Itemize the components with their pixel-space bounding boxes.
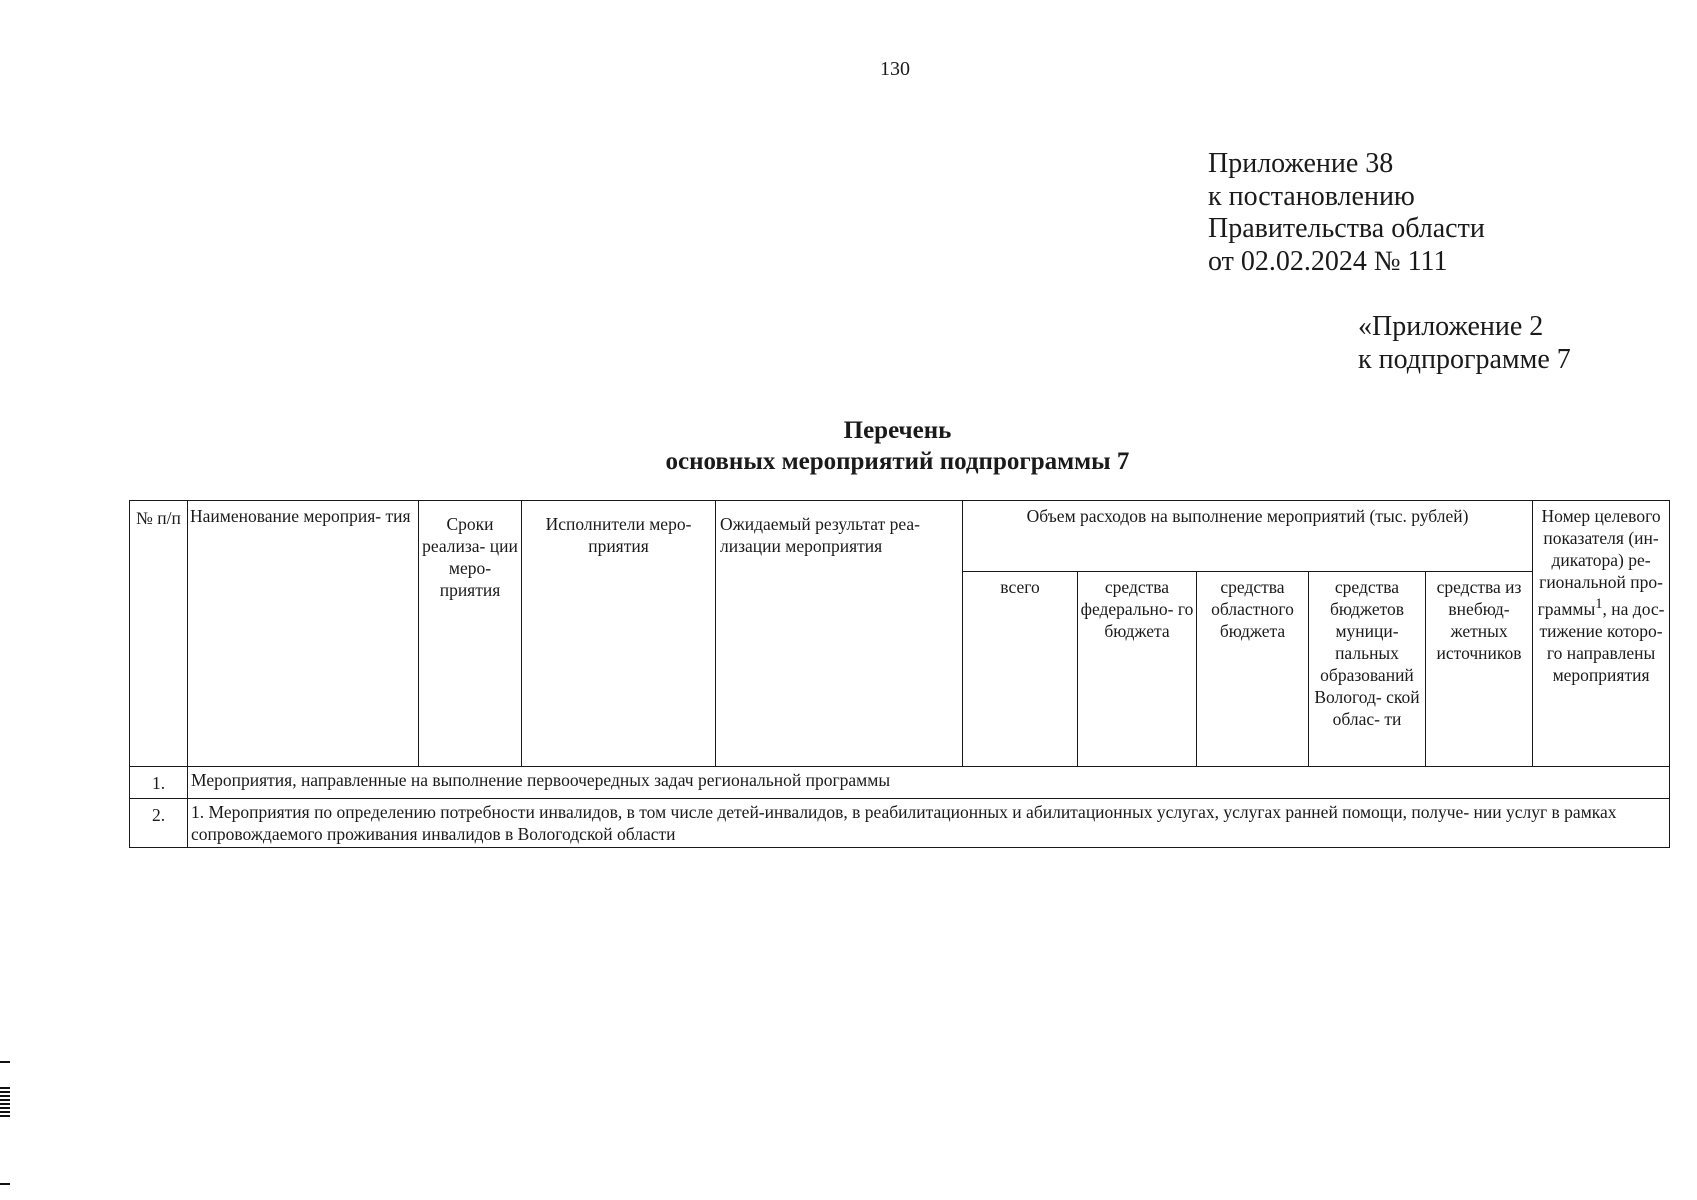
header-municipal: средства бюджетов муници- пальных образований Вологод- ской облас- ти — [1309, 572, 1426, 767]
margin-mark — [0, 1183, 10, 1185]
table-header-row — [130, 501, 1670, 572]
header-executors: Исполнители меро- приятия — [522, 501, 716, 767]
margin-mark — [0, 1061, 10, 1063]
page-number: 130 — [880, 58, 910, 80]
appendix-line: к постановлению — [1208, 180, 1415, 212]
header-indicator — [1533, 501, 1670, 767]
header-terms: Сроки реализа- ции меро- приятия — [419, 501, 522, 767]
title-line: основных мероприятий подпрограммы 7 — [665, 448, 1130, 475]
appendix-block — [1208, 148, 1485, 278]
measures-table — [129, 500, 1670, 848]
header-num: № п/п — [130, 501, 188, 767]
footnote-mark: 1 — [1595, 596, 1603, 612]
document-title — [0, 415, 1697, 477]
margin-barcode — [0, 1087, 10, 1117]
table-row — [130, 767, 1670, 799]
header-extra: средства из внебюд- жетных источников — [1426, 572, 1533, 767]
subappendix-block — [1358, 311, 1571, 376]
subappendix-line: «Приложение 2 — [1358, 311, 1544, 342]
appendix-line: от 02.02.2024 № 111 — [1208, 245, 1448, 277]
title-line: Перечень — [843, 417, 952, 444]
header-name: Наименование мероприя- тия — [188, 501, 419, 767]
row-number: 2. — [130, 799, 188, 848]
header-result: Ожидаемый результат реа- лизации мероприятия — [716, 501, 963, 767]
subappendix-line: к подпрограмме 7 — [1358, 343, 1571, 375]
appendix-line: Приложение 38 — [1208, 148, 1394, 179]
header-total: всего — [963, 572, 1078, 767]
header-volume: Объем расходов на выполнение мероприятий (тыс. рублей) — [963, 501, 1533, 572]
header-federal: средства федерально- го бюджета — [1078, 572, 1197, 767]
header-regional: средства областного бюджета — [1197, 572, 1309, 767]
row-text: 1. Мероприятия по определению потребности инвалидов, в том числе детей-инвалидов, в реабилитационных и абилитационных услугах, услугах ранней помощи, получе- нии услуг в рамках сопровождаемого проживания инвалидов в Вологодской области — [188, 799, 1670, 848]
appendix-line: Правительства области — [1208, 213, 1485, 244]
header-indicator-text: Номер целевого показателя (ин- дикатора) ре- гиональной про- граммы — [1537, 506, 1663, 619]
header-indicator-text: , на дос- тижение которо- го направлены мероприятия — [1539, 598, 1665, 685]
table-row — [130, 799, 1670, 848]
row-text: Мероприятия, направленные на выполнение первоочередных задач региональной программы — [188, 767, 1670, 799]
row-number: 1. — [130, 767, 188, 799]
